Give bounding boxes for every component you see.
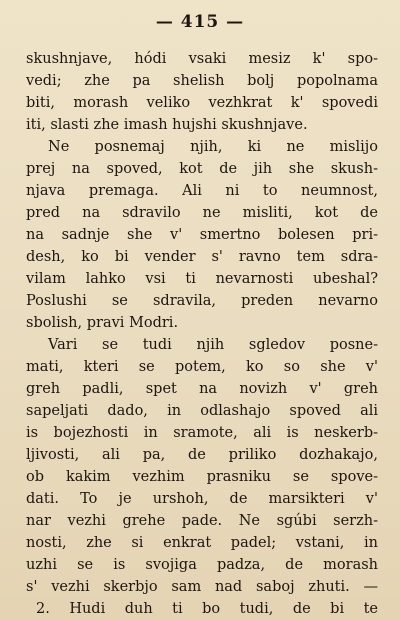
text-line: uzhi se is svojiga padza, de morash — [26, 557, 378, 573]
text-line: prej na spoved, kot de jih she skush- — [26, 161, 378, 177]
text-line: vilam lahko vsi ti nevarnosti ubeshal? — [26, 271, 378, 287]
text-line: nosti, zhe si enkrat padel; vstani, in — [26, 535, 378, 551]
text-line: na sadnje she v' smertno bolesen pri- — [26, 227, 378, 243]
text-line: pred na sdravilo ne misliti, kot de — [26, 205, 378, 221]
text-line: biti, morash veliko vezhkrat k' spovedi — [26, 95, 378, 111]
text-line: iti, slasti zhe imash hujshi skushnjave. — [26, 117, 308, 133]
text-line: nar vezhi grehe pade. Ne sgúbi serzh- — [26, 513, 378, 529]
page-number-header: — 415 — — [155, 12, 245, 32]
text-line: ob kakim vezhim prasniku se spove- — [26, 469, 378, 485]
text-line: njava premaga. Ali ni to neumnost, — [26, 183, 378, 199]
text-line: s' vezhi skerbjo sam nad saboj zhuti. — — [26, 579, 378, 595]
text-line: mati, kteri se potem, ko so she v' — [26, 359, 378, 375]
text-line: desh, ko bi vender s' ravno tem sdra- — [26, 249, 378, 265]
text-line: sapeljati dado, in odlashajo spoved ali — [26, 403, 378, 419]
text-line: vedi; zhe pa shelish bolj popolnama — [26, 73, 378, 89]
text-line: ljivosti, ali pa, de priliko dozhakajo, — [26, 447, 378, 463]
text-line: sbolish, pravi Modri. — [26, 315, 179, 331]
text-line: skushnjave, hódi vsaki mesiz k' spo- — [26, 51, 378, 67]
text-line: is bojezhosti in sramote, ali is neskerb- — [26, 425, 378, 441]
body-text — [26, 48, 378, 620]
text-line: Vari se tudi njih sgledov posne- — [48, 337, 378, 353]
text-line: 2. Hudi duh ti bo tudi, de bi te — [36, 601, 378, 617]
text-line: greh padli, spet na novizh v' greh — [26, 381, 378, 397]
text-line: Poslushi se sdravila, preden nevarno — [26, 293, 378, 309]
text-line: dati. To je urshoh, de marsikteri v' — [26, 491, 378, 507]
text-line: Ne posnemaj njih, ki ne mislijo — [48, 139, 378, 155]
